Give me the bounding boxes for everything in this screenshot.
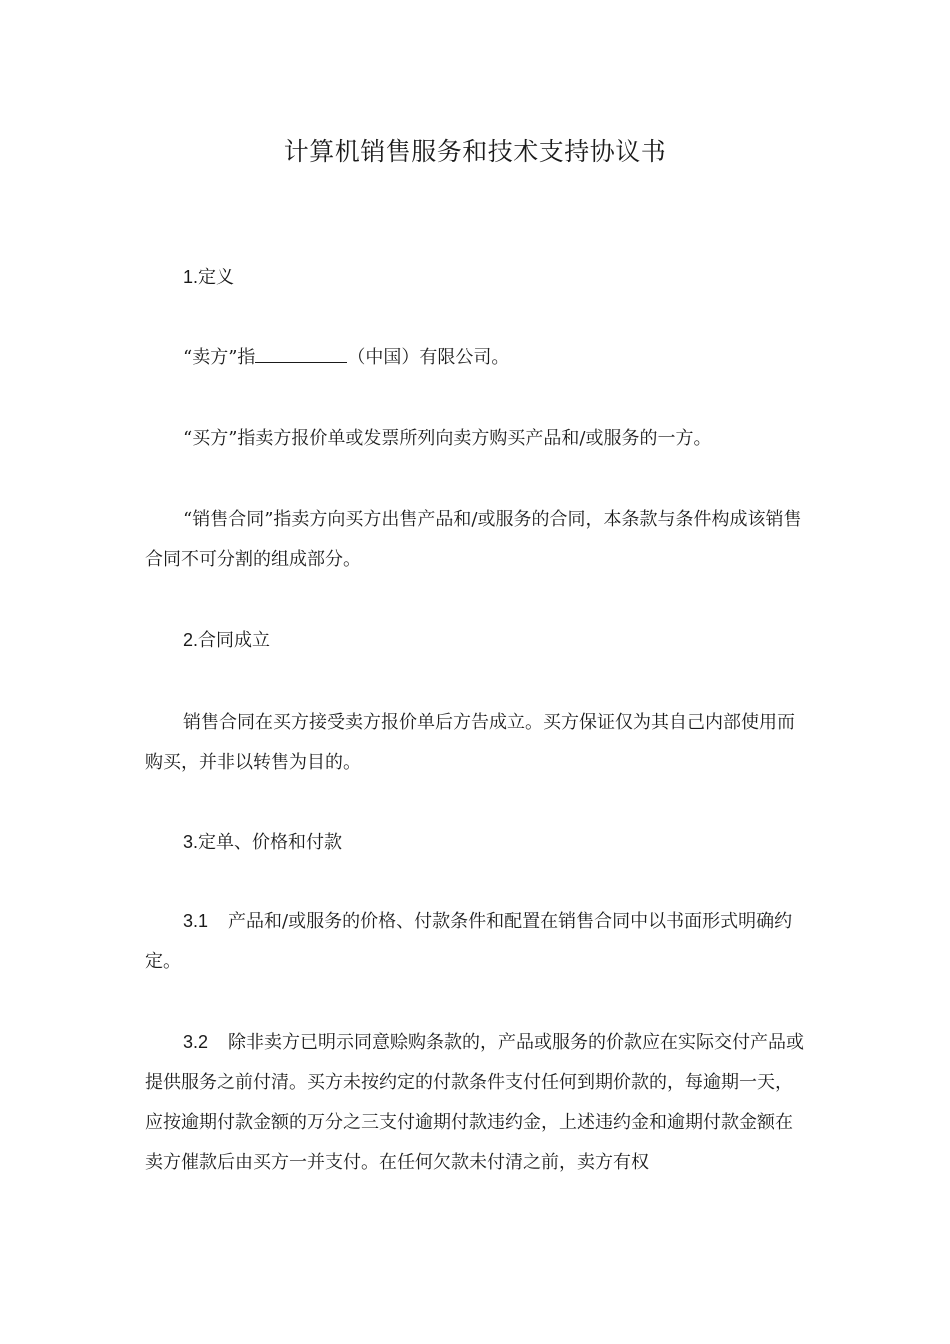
company-name-blank (255, 346, 347, 363)
definition-sales-contract: “销售合同”指卖方向买方出售产品和/或服务的合同，本条款与条件构成该销售合同不可分割的组成部分。 (145, 509, 802, 570)
section-2-heading: 2.合同成立 (183, 630, 271, 650)
clause-3-1-text: 产品和/或服务的价格、付款条件和配置在销售合同中以书面形式明确约定。 (145, 911, 793, 972)
definition-buyer: “买方”指卖方报价单或发票所列向卖方购买产品和/或服务的一方。 (183, 428, 712, 449)
clause-3-2-text: 除非卖方已明示同意赊购条款的，产品或服务的价款应在实际交付产品或提供服务之前付清。买方未按约定的付款条件支付任何到期价款的，每逾期一天，应按逾期付款金额的万分之三支付逾期付款违约金，上述违约金和逾期付款金额在卖方催款后由买方一并支付。在任何欠款未付清之前，卖方有权 (145, 1032, 805, 1173)
contract-formation-paragraph: 销售合同在买方接受卖方报价单后方告成立。买方保证仅为其自己内部使用而购买，并非以转售为目的。 (145, 712, 795, 773)
definition-seller (145, 338, 810, 378)
clause-3-2-number: 3.2 (183, 1032, 209, 1052)
clause-3-2 (145, 1022, 810, 1183)
clause-3-1-number: 3.1 (183, 911, 209, 931)
section-1-heading: 1.定义 (183, 267, 235, 287)
definition-seller-suffix: （中国）有限公司。 (347, 347, 510, 368)
definition-seller-prefix: “卖方”指 (183, 347, 256, 368)
document-title: 计算机销售服务和技术支持协议书 (283, 137, 667, 166)
section-3-heading: 3.定单、价格和付款 (183, 832, 343, 852)
clause-3-1 (145, 901, 810, 982)
